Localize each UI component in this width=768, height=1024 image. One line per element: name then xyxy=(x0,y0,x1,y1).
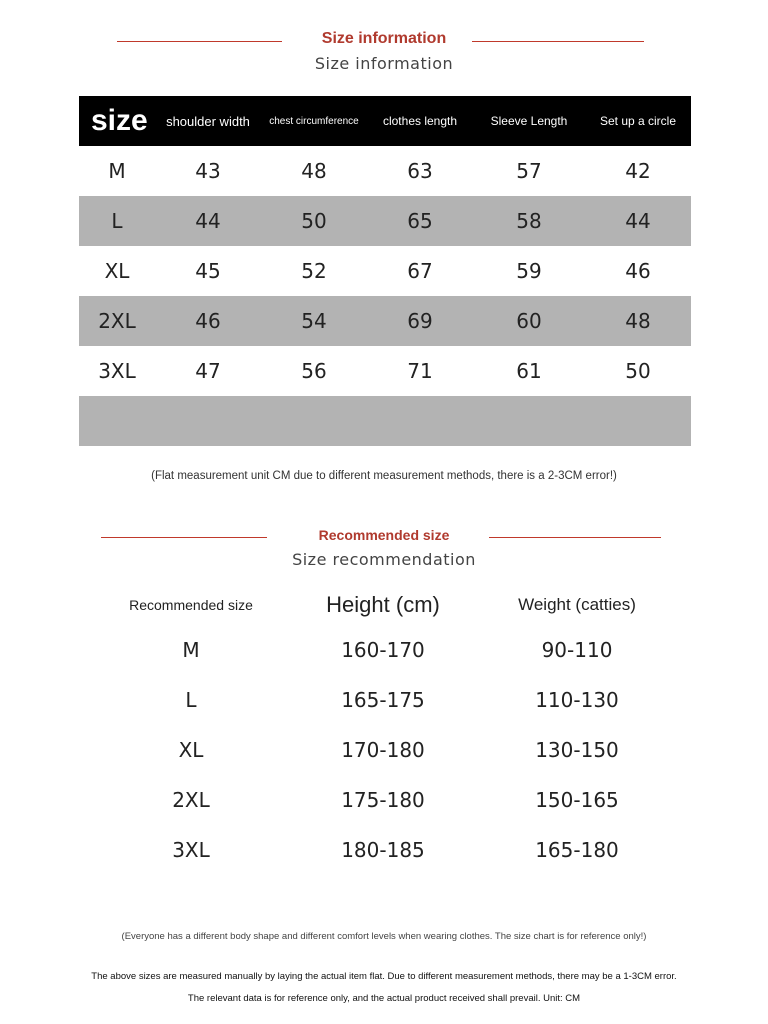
table-cell: 60 xyxy=(516,309,542,333)
table-row xyxy=(79,146,691,196)
table-cell: 42 xyxy=(625,159,651,183)
table-cell: XL xyxy=(104,259,130,283)
table-row xyxy=(79,346,691,396)
table-cell: 44 xyxy=(625,209,651,233)
table-cell: 43 xyxy=(195,159,221,183)
table-cell: 54 xyxy=(301,309,327,333)
table-cell: 45 xyxy=(195,259,221,283)
header-chest-circumference: chest circumference xyxy=(269,115,359,127)
measurement-note: (Flat measurement unit CM due to different measurement methods, there is a 2-3CM error!) xyxy=(151,470,617,482)
table-row-empty xyxy=(79,396,691,446)
table-cell: 50 xyxy=(301,209,327,233)
table-row xyxy=(79,196,691,246)
table-cell: M xyxy=(182,638,200,662)
table-cell: 2XL xyxy=(172,788,210,812)
header-clothes-length: clothes length xyxy=(382,113,458,128)
recommend-table xyxy=(95,585,675,875)
table-cell: L xyxy=(185,688,197,712)
table-cell: 44 xyxy=(195,209,221,233)
table-row xyxy=(79,246,691,296)
table-cell: 47 xyxy=(195,359,221,383)
header-recommended-size: Recommended size xyxy=(129,597,253,613)
size-info-heading xyxy=(0,28,768,78)
table-cell: 71 xyxy=(407,359,433,383)
table-cell: 65 xyxy=(407,209,433,233)
size-table-header xyxy=(79,96,691,146)
table-cell: 69 xyxy=(407,309,433,333)
table-cell: 46 xyxy=(195,309,221,333)
table-cell: 3XL xyxy=(98,359,136,383)
table-cell: 57 xyxy=(516,159,542,183)
size-info-title: Size information xyxy=(321,30,447,47)
header-height: Height (cm) xyxy=(326,592,440,617)
table-row xyxy=(95,825,675,875)
table-cell: 61 xyxy=(516,359,542,383)
table-cell: 56 xyxy=(301,359,327,383)
table-cell: 130-150 xyxy=(535,738,619,762)
table-cell: 90-110 xyxy=(541,638,613,662)
table-cell: 52 xyxy=(301,259,327,283)
size-table xyxy=(79,96,691,446)
table-cell: 50 xyxy=(625,359,651,383)
recommend-table-header xyxy=(95,585,675,625)
table-cell: 165-180 xyxy=(535,838,619,862)
table-row xyxy=(95,625,675,675)
footer-note-2: The relevant data is for reference only, and the actual product received shall prevail. Unit: CM xyxy=(187,993,581,1004)
table-cell: 48 xyxy=(625,309,651,333)
table-cell: 48 xyxy=(301,159,327,183)
header-size: size xyxy=(91,104,148,137)
table-cell: M xyxy=(108,159,126,183)
table-cell: L xyxy=(111,209,123,233)
header-weight: Weight (catties) xyxy=(518,595,636,614)
table-cell: 46 xyxy=(625,259,651,283)
table-cell: 59 xyxy=(516,259,542,283)
table-row xyxy=(79,296,691,346)
footer-note-1: The above sizes are measured manually by laying the actual item flat. Due to different measurement methods, there may be a 1-3CM error. xyxy=(91,971,677,982)
recommend-heading xyxy=(0,525,768,575)
table-cell: 110-130 xyxy=(535,688,619,712)
table-cell: 67 xyxy=(407,259,433,283)
table-cell: 3XL xyxy=(172,838,210,862)
header-set-up-circle: Set up a circle xyxy=(599,113,677,128)
size-info-subtitle: Size information xyxy=(314,54,454,73)
table-cell: 170-180 xyxy=(341,738,425,762)
table-row xyxy=(95,775,675,825)
table-cell: 160-170 xyxy=(341,638,425,662)
table-cell: 150-165 xyxy=(535,788,619,812)
table-cell: 63 xyxy=(407,159,433,183)
recommend-subtitle: Size recommendation xyxy=(292,550,476,569)
recommend-title: Recommended size xyxy=(318,527,450,543)
table-row xyxy=(95,725,675,775)
table-cell: 175-180 xyxy=(341,788,425,812)
table-cell: XL xyxy=(178,738,204,762)
comfort-note: (Everyone has a different body shape and different comfort levels when wearing clothes. The size chart is for reference only!) xyxy=(121,931,647,942)
table-cell: 180-185 xyxy=(341,838,425,862)
table-cell: 165-175 xyxy=(341,688,425,712)
table-cell: 2XL xyxy=(98,309,136,333)
header-sleeve-length: Sleeve Length xyxy=(490,113,568,128)
header-shoulder-width: shoulder width xyxy=(166,113,250,129)
table-cell: 58 xyxy=(516,209,542,233)
table-row xyxy=(95,675,675,725)
